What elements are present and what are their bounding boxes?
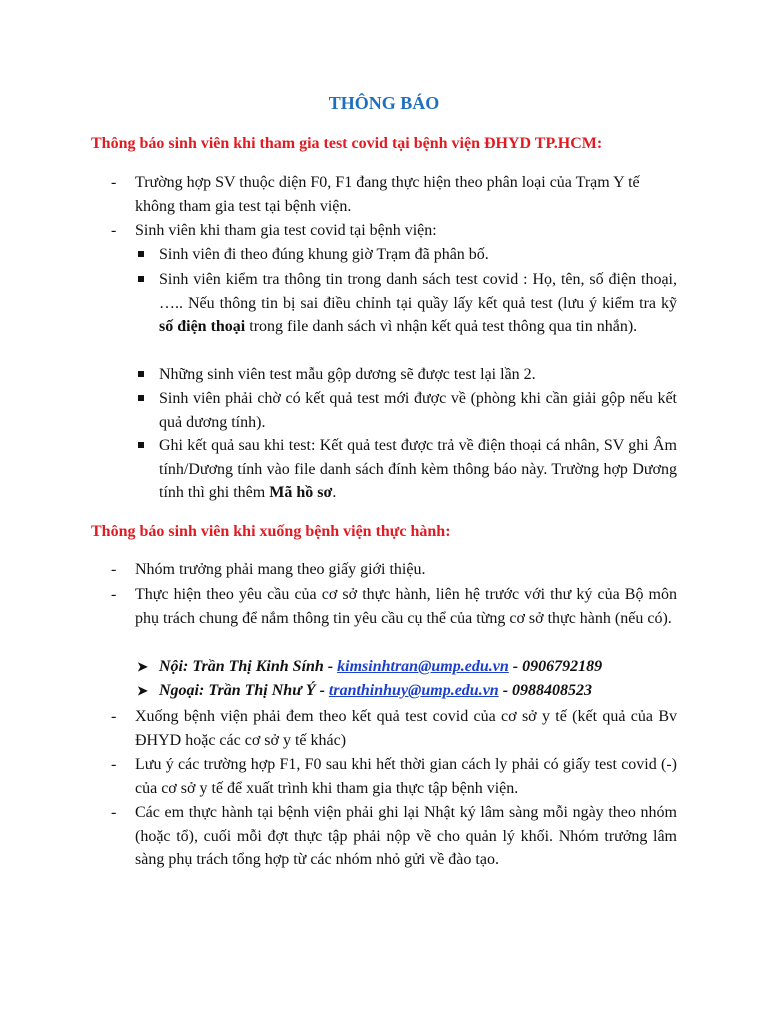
section2-item	[111, 558, 677, 582]
subitem-bold-text: số điện thoại	[159, 318, 246, 335]
contact-line	[135, 655, 677, 679]
section2-item-text: Các em thực hành tại bệnh viện phải ghi lại Nhật ký lâm sàng mỗi ngày theo nhóm (hoặc tổ), cuối mỗi đợt thực tập phải nộp về cho quản lý khối. Nhóm trưởng lâm sàng phụ trách tổng hợp từ các nhóm nhỏ gửi về đào tạo.	[135, 804, 677, 868]
section1-item	[111, 219, 677, 243]
document-title: THÔNG BÁO	[328, 93, 440, 113]
section1-item	[111, 171, 677, 218]
section2-item-text: Lưu ý các trường hợp F1, F0 sau khi hết thời gian cách ly phải có giấy test covid (-) của cơ sở y tế để xuất trình khi tham gia thực tập bệnh viện.	[135, 756, 677, 797]
subitem-text: Những sinh viên test mẫu gộp dương sẽ được test lại lần 2.	[159, 366, 536, 383]
section2-item	[111, 705, 677, 752]
section1-subitem	[135, 363, 677, 387]
section1-heading: Thông báo sinh viên khi tham gia test covid tại bệnh viện ĐHYD TP.HCM:	[91, 135, 603, 152]
section1-subitem	[135, 243, 677, 267]
subitem-text: Ghi kết quả sau khi test: Kết quả test được trả về điện thoại cá nhân, SV ghi Âm tính/Dương tính vào file danh sách đính kèm thông báo này. Trường hợp Dương tính thì ghi thêm	[159, 437, 677, 501]
section1-item-text: Trường hợp SV thuộc diện F0, F1 đang thực hiện theo phân loại của Trạm Y tế không tham gia test tại bệnh viện.	[135, 174, 640, 215]
subitem-bold-text: Mã hồ sơ	[269, 484, 333, 501]
contact-phone: - 0906792189	[508, 658, 603, 675]
section1-item-text: Sinh viên khi tham gia test covid tại bệnh viện:	[135, 222, 437, 239]
section1-subitem	[135, 387, 677, 434]
section2-item-text: Nhóm trưởng phải mang theo giấy giới thiệu.	[135, 561, 426, 578]
contact-phone: - 0988408523	[498, 682, 593, 699]
arrow-bullet-icon: ➤	[137, 659, 148, 674]
contact-email-link[interactable]: kimsinhtran@ump.edu.vn	[337, 658, 509, 675]
section2-item-text: Xuống bệnh viện phải đem theo kết quả test covid của cơ sở y tế (kết quả của Bv ĐHYD hoặc các cơ sở y tế khác)	[135, 708, 677, 749]
section1-subitem	[135, 268, 677, 339]
contact-name: Nội: Trần Thị Kinh Sính -	[159, 658, 338, 675]
contact-name: Ngoại: Trần Thị Như Ý -	[159, 682, 329, 699]
contact-email-link[interactable]: tranthinhuy@ump.edu.vn	[328, 682, 499, 699]
section2-heading: Thông báo sinh viên khi xuống bệnh viện thực hành:	[91, 523, 451, 540]
arrow-bullet-icon: ➤	[137, 683, 148, 698]
subitem-text: Sinh viên kiểm tra thông tin trong danh sách test covid : Họ, tên, số điện thoại, ….. Nếu thông tin bị sai điều chỉnh tại quầy lấy kết quả test (lưu ý kiểm tra kỹ	[159, 271, 677, 312]
section1-subitem	[135, 434, 677, 505]
section2-item	[111, 801, 677, 872]
section2-item	[111, 583, 677, 630]
subitem-text: Sinh viên đi theo đúng khung giờ Trạm đã phân bố.	[159, 246, 489, 263]
subitem-text: Sinh viên phải chờ có kết quả test mới được về (phòng khi cần giải gộp nếu kết quả dương tính).	[159, 390, 677, 431]
section2-item	[111, 753, 677, 800]
contact-line	[135, 679, 677, 703]
section2-item-text: Thực hiện theo yêu cầu của cơ sở thực hành, liên hệ trước với thư ký của Bộ môn phụ trách chung để nắm thông tin yêu cầu cụ thể của từng cơ sở thực hành (nếu có).	[135, 586, 677, 627]
subitem-text: .	[332, 484, 337, 501]
subitem-text: trong file danh sách vì nhận kết quả test thông qua tin nhắn).	[245, 318, 638, 335]
